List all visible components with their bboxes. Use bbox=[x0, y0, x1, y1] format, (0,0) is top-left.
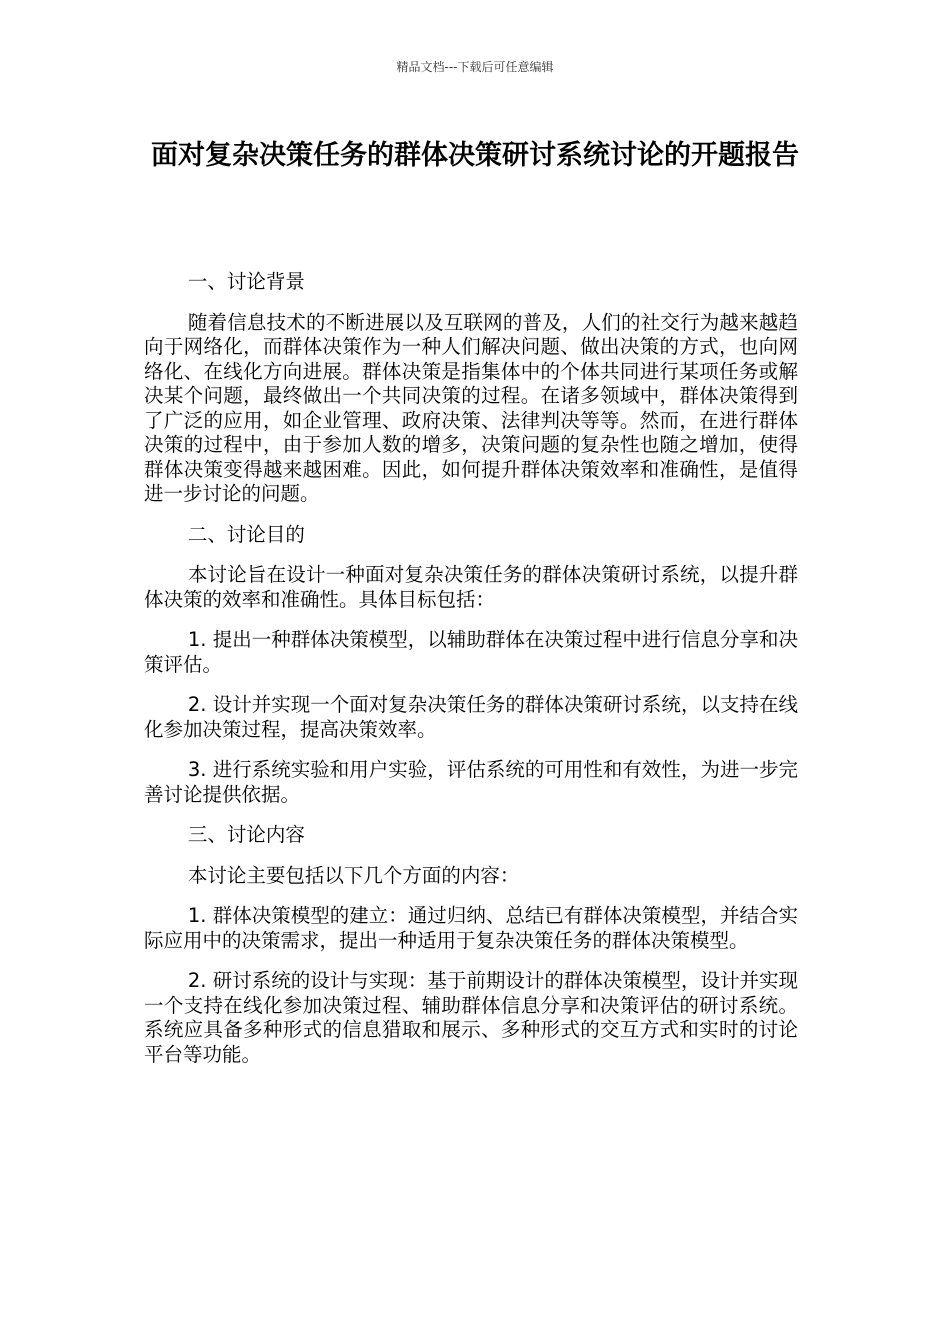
purpose-item-3: 3. 进行系统实验和用户实验，评估系统的可用性和有效性，为进一步完善讨论提供依据。 bbox=[144, 758, 798, 806]
background-paragraph: 随着信息技术的不断进展以及互联网的普及，人们的社交行为越来越趋向于网络化，而群体决策作为一种人们解决问题、做出决策的方式，也向网络化、在线化方向进展。群体决策是指集体中的个体共同进行某项任务或解决某个问题，最终做出一个共同决策的过程。在诸多领域中，群体决策得到了广泛的应用，如企业管理、政府决策、法律判决等等。然而，在进行群体决策的过程中，由于参加人数的增多，决策问题的复杂性也随之增加，使得群体决策变得越来越困难。因此，如何提升群体决策效率和准确性，是值得进一步讨论的问题。 bbox=[144, 310, 798, 505]
content-item-2: 2. 研讨系统的设计与实现：基于前期设计的群体决策模型，设计并实现一个支持在线化参加决策过程、辅助群体信息分享和决策评估的研讨系统。系统应具备多种形式的信息猎取和展示、多种形式的交互方式和实时的讨论平台等功能。 bbox=[144, 969, 798, 1066]
purpose-intro-paragraph: 本讨论旨在设计一种面对复杂决策任务的群体决策研讨系统，以提升群体决策的效率和准确性。具体目标包括： bbox=[144, 563, 798, 611]
purpose-item-2: 2. 设计并实现一个面对复杂决策任务的群体决策研讨系统，以支持在线化参加决策过程，提高决策效率。 bbox=[144, 693, 798, 741]
section-heading-purpose: 二、讨论目的 bbox=[187, 522, 305, 546]
section-heading-content: 三、讨论内容 bbox=[187, 823, 305, 846]
content-item-1: 1. 群体决策模型的建立：通过归纳、总结已有群体决策模型，并结合实际应用中的决策需求，提出一种适用于复杂决策任务的群体决策模型。 bbox=[144, 904, 798, 952]
section-heading-background: 一、讨论背景 bbox=[187, 270, 305, 293]
content-intro-paragraph: 本讨论主要包括以下几个方面的内容： bbox=[187, 863, 520, 887]
document-title: 面对复杂决策任务的群体决策研讨系统讨论的开题报告 bbox=[151, 140, 799, 171]
purpose-item-1: 1. 提出一种群体决策模型，以辅助群体在决策过程中进行信息分享和决策评估。 bbox=[144, 628, 798, 676]
document-body bbox=[144, 270, 798, 1083]
header-note: 精品文档---下载后可任意编辑 bbox=[396, 60, 554, 74]
